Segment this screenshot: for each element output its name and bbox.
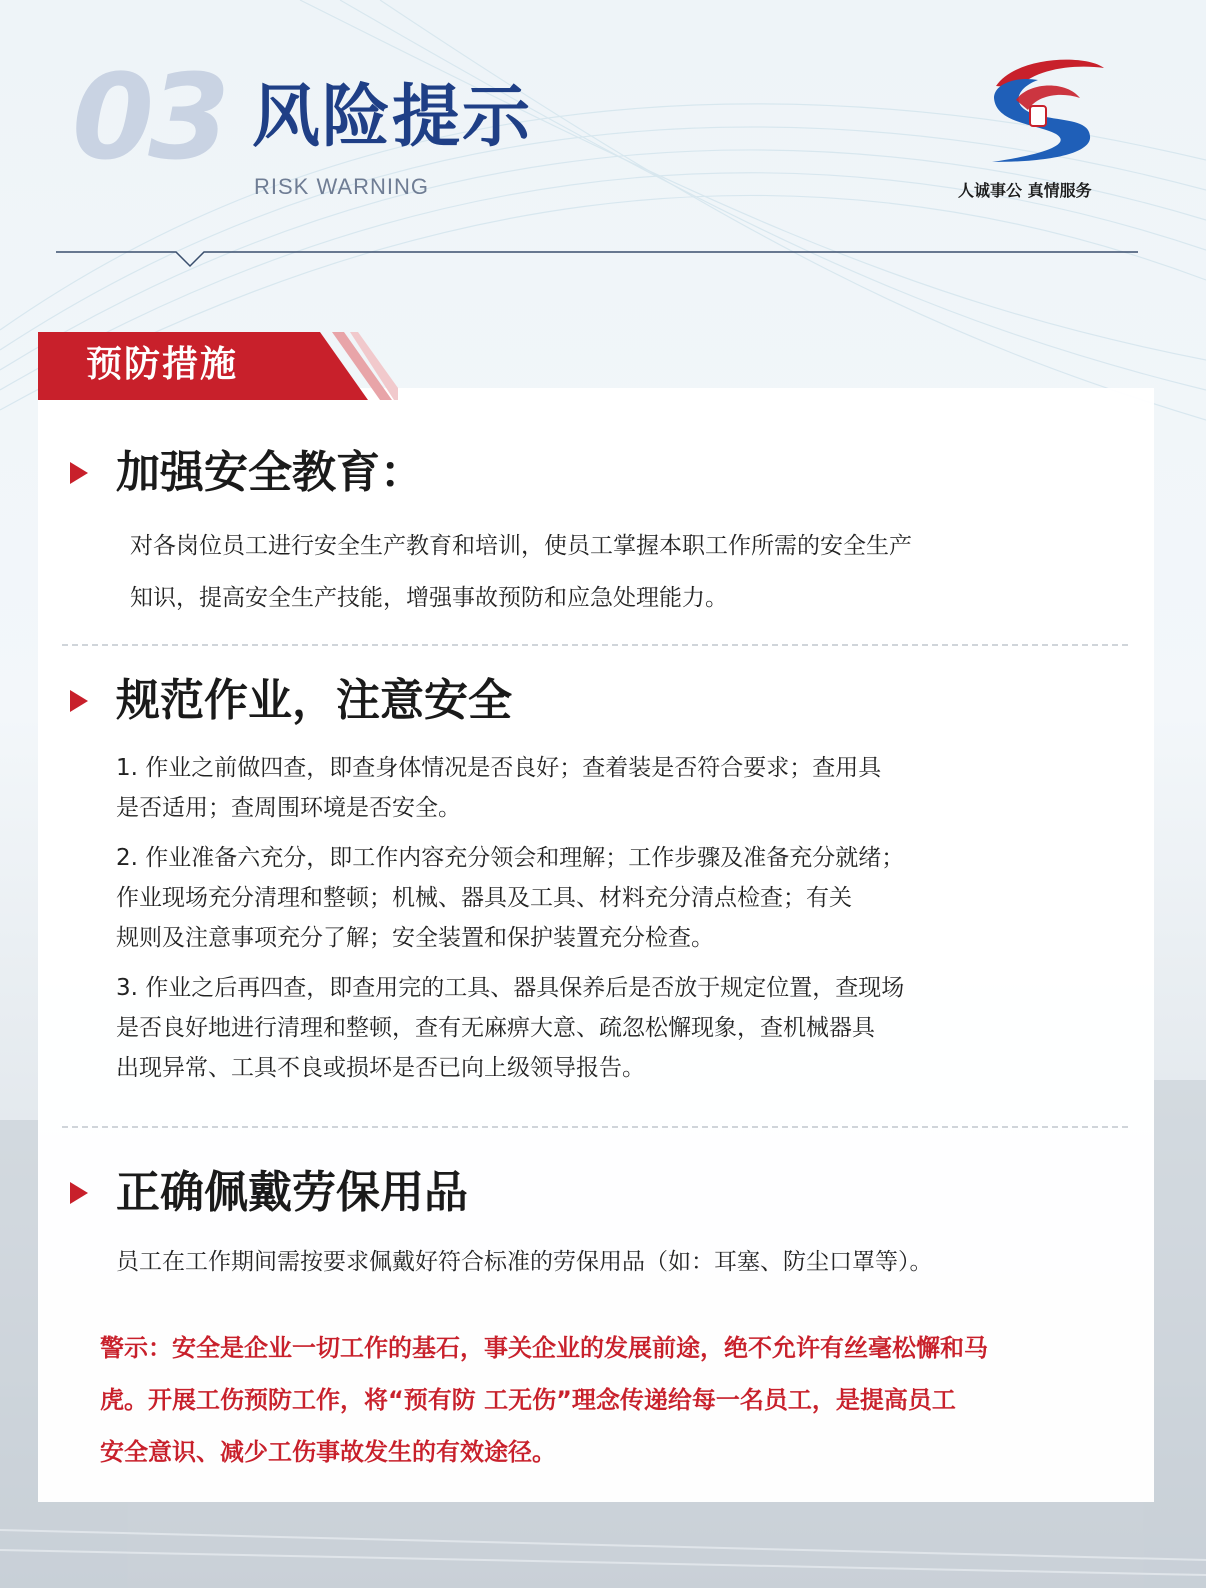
list-line: 作业现场充分清理和整顿；机械、器具及工具、材料充分清点检查；有关 — [116, 885, 852, 911]
section-body-education — [130, 520, 912, 624]
triangle-bullet-icon — [70, 462, 88, 484]
warning-text — [100, 1322, 1116, 1478]
warning-line: 虎。开展工伤预防工作，将“预有防 工无伤”理念传递给每一名员工，是提高员工 — [100, 1386, 956, 1414]
triangle-bullet-icon — [70, 1182, 88, 1204]
company-slogan: 人诚事公 真情服务 — [958, 181, 1092, 200]
list-item — [116, 838, 904, 958]
operations-list — [116, 748, 904, 1098]
page-header — [0, 0, 1206, 280]
list-item — [116, 968, 904, 1088]
list-line: 出现异常、工具不良或损坏是否已向上级领导报告。 — [116, 1055, 645, 1081]
page-title: 风险提示 — [252, 78, 533, 157]
list-line: 3. 作业之后再四查，即查用完的工具、器具保养后是否放于规定位置，查现场 — [116, 975, 905, 1001]
list-line: 规则及注意事项充分了解；安全装置和保护装置充分检查。 — [116, 925, 714, 951]
banner-label: 预防措施 — [86, 344, 239, 385]
list-item — [116, 748, 904, 828]
body-line: 知识，提高安全生产技能，增强事故预防和应急处理能力。 — [130, 585, 728, 611]
header-divider — [56, 248, 1138, 272]
section-title: 规范作业，注意安全 — [116, 675, 512, 726]
warning-line: 安全意识、减少工伤事故发生的有效途径。 — [100, 1438, 556, 1466]
list-line: 是否良好地进行清理和整顿，查有无麻痹大意、疏忽松懈现象，查机械器具 — [116, 1015, 875, 1041]
list-line: 2. 作业准备六充分，即工作内容充分领会和理解；工作步骤及准备充分就绪； — [116, 845, 905, 871]
section-body-ppe — [116, 1242, 933, 1282]
section-number: 03 — [72, 48, 225, 186]
list-line: 是否适用；查周围环境是否安全。 — [116, 795, 461, 821]
list-line: 1. 作业之前做四查，即查身体情况是否良好；查着装是否符合要求；查用具 — [116, 755, 882, 781]
section-title: 正确佩戴劳保用品 — [116, 1167, 468, 1218]
dashed-divider — [62, 1126, 1128, 1128]
dashed-divider — [62, 644, 1128, 646]
section-title: 加强安全教育： — [116, 447, 424, 498]
body-line: 员工在工作期间需按要求佩戴好符合标准的劳保用品（如：耳塞、防尘口罩等）。 — [116, 1249, 933, 1275]
company-logo — [976, 58, 1116, 168]
triangle-bullet-icon — [70, 690, 88, 712]
page-subtitle: RISK WARNING — [254, 174, 429, 199]
body-line: 对各岗位员工进行安全生产教育和培训，使员工掌握本职工作所需的安全生产 — [130, 533, 912, 559]
warning-line: 警示：安全是企业一切工作的基石，事关企业的发展前途，绝不允许有丝毫松懈和马 — [100, 1334, 988, 1362]
